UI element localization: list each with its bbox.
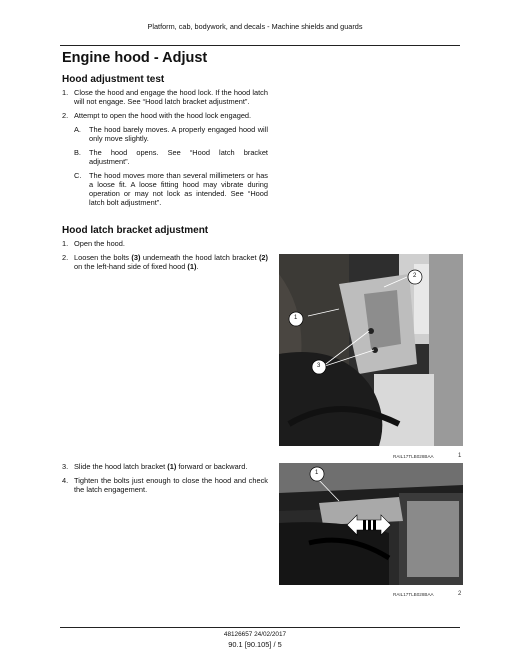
figure-1-number: 1 bbox=[458, 453, 462, 459]
ref-callout: (1) bbox=[187, 262, 197, 271]
step-number: 2. bbox=[62, 111, 69, 120]
step-text: Slide the hood latch bracket (1) forward or backward. bbox=[74, 462, 248, 471]
step-number: 1. bbox=[62, 239, 69, 248]
callout-label: 1 bbox=[294, 315, 298, 321]
test-steps bbox=[62, 88, 268, 212]
figure-1-photo bbox=[279, 254, 463, 446]
list-item bbox=[62, 111, 268, 120]
list-item bbox=[74, 125, 268, 143]
step-text: Close the hood and engage the hood lock. If the hood latch will not engage. See “Hood latch bracket adjustment”. bbox=[74, 88, 268, 106]
section-heading-test: Hood adjustment test bbox=[62, 74, 165, 85]
step-number: 2. bbox=[62, 253, 69, 262]
header-rule bbox=[60, 45, 460, 46]
bracket-steps-b bbox=[62, 462, 268, 499]
list-item bbox=[62, 239, 268, 248]
step-text: The hood opens. See “Hood latch bracket adjustment”. bbox=[89, 148, 268, 166]
ref-callout: (2) bbox=[258, 253, 268, 262]
list-item bbox=[74, 171, 268, 207]
list-item bbox=[74, 148, 268, 166]
page-title: Engine hood - Adjust bbox=[62, 50, 208, 66]
figure-1-illustration bbox=[279, 254, 463, 446]
step-letter: B. bbox=[74, 148, 81, 157]
step-letter: C. bbox=[74, 171, 82, 180]
callout-label: 2 bbox=[413, 273, 417, 279]
step-text: Tighten the bolts just enough to close the hood and check the latch engagement. bbox=[74, 476, 268, 494]
callout-label: 3 bbox=[317, 363, 321, 369]
figure-2-caption: RAIL17TLB028BAA bbox=[393, 592, 434, 597]
step-text: Attempt to open the hood with the hood lock engaged. bbox=[74, 111, 252, 120]
step-number: 3. bbox=[62, 462, 69, 471]
figure-2-number: 2 bbox=[458, 591, 462, 597]
ref-callout: (1) bbox=[167, 462, 177, 471]
footer-page-number: 90.1 [90.105] / 5 bbox=[228, 640, 282, 649]
step-text: Open the hood. bbox=[74, 239, 125, 248]
list-item bbox=[62, 462, 268, 471]
callout-label: 1 bbox=[315, 470, 319, 476]
list-item bbox=[62, 476, 268, 494]
figure-2-photo bbox=[279, 463, 463, 585]
step-text: Loosen the bolts (3) underneath the hood latch bracket (2) on the left-hand side of fixed hood (1). bbox=[74, 253, 268, 271]
footer-doc-id: 48126657 24/02/2017 bbox=[223, 631, 287, 638]
page-header: Platform, cab, bodywork, and decals - Machine shields and guards bbox=[147, 22, 363, 31]
step-number: 1. bbox=[62, 88, 69, 97]
step-number: 4. bbox=[62, 476, 69, 485]
figure-2-illustration bbox=[279, 463, 463, 585]
step-letter: A. bbox=[74, 125, 81, 134]
section-heading-bracket: Hood latch bracket adjustment bbox=[62, 225, 209, 236]
step-text: The hood barely moves. A properly engaged hood will only move slightly. bbox=[89, 125, 268, 143]
figure-1-caption: RAIL17TLB028BAA bbox=[393, 454, 434, 459]
step-text: The hood moves more than several millimeters or has a loose fit. A loose fitting hood may vibrate during operation or may not lock as intended. See “Hood latch bolt adjustment”. bbox=[89, 171, 268, 207]
ref-callout: (3) bbox=[131, 253, 141, 262]
list-item bbox=[62, 88, 268, 106]
bracket-steps-a bbox=[62, 239, 268, 276]
list-item bbox=[62, 253, 268, 271]
footer-rule bbox=[60, 627, 460, 628]
